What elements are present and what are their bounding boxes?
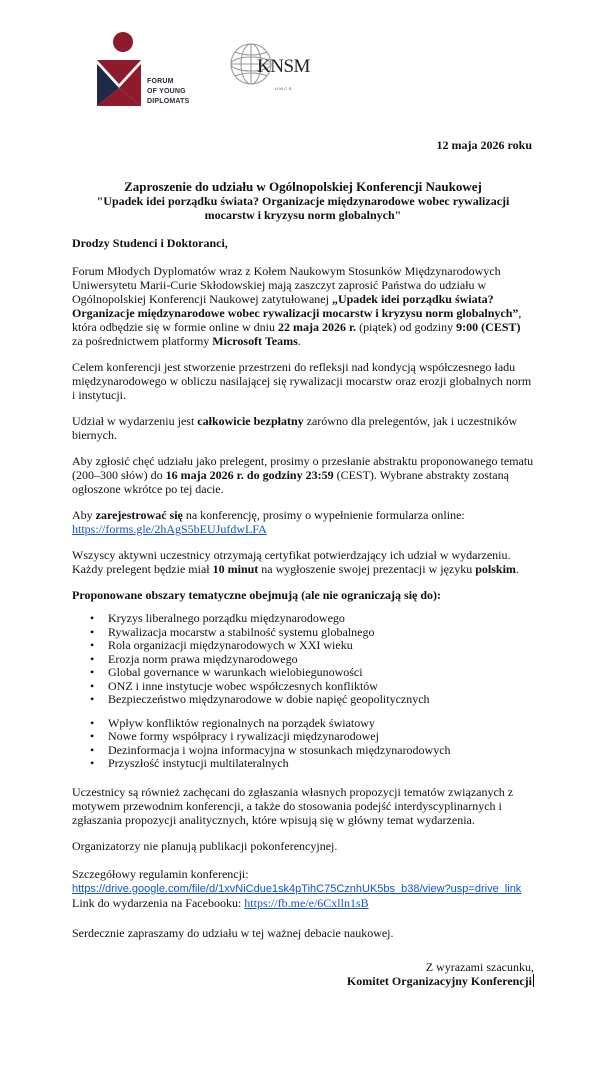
language-bold: polskim bbox=[475, 562, 516, 576]
letter-body bbox=[72, 236, 534, 988]
register-text: Aby bbox=[72, 508, 96, 522]
document-title bbox=[72, 180, 534, 222]
signature-text: Komitet Organizacyjny Konferencji bbox=[346, 973, 532, 988]
paragraph-intro bbox=[72, 264, 534, 348]
topics-heading: Proponowane obszary tematyczne obejmują (ale nie ograniczają się do): bbox=[72, 588, 442, 602]
signature bbox=[72, 974, 534, 988]
paragraph-invitation: Serdecznie zapraszamy do udziału w tej ważnej debacie naukowej. bbox=[72, 925, 394, 940]
paragraph-abstract bbox=[72, 454, 534, 496]
paragraph-register bbox=[72, 508, 534, 536]
list-item: • Przyszłość instytucji multilateralnych bbox=[108, 757, 534, 771]
closing bbox=[72, 960, 534, 988]
list-item: • Global governance w warunkach wielobiegunowości bbox=[108, 666, 534, 680]
greeting: Drodzy Studenci i Doktoranci, bbox=[72, 236, 228, 250]
paragraph-proposals: Uczestnicy są również zachęcani do zgłaszania własnych propozycji tematów związanych z motywem przewodnim konferencji, a także do stosowania podejść interdyscyplinarnych i zgłaszania propozycji analitycznych, które wpisują się w główny temat wydarzenia. bbox=[72, 784, 514, 827]
abstract-text: Aby zgłosić chęć udziału jako prelegent, prosimy o przesłanie abstraktu proponowanego tematu (200–300 słów) do bbox=[72, 454, 534, 482]
regulations-label: Szczegółowy regulamin konferencji: bbox=[72, 866, 249, 881]
certificate-text-2: na wygłoszenie swojej prezentacji w języku bbox=[258, 562, 476, 576]
closing-line: Z wyrazami szacunku, bbox=[425, 959, 534, 974]
abstract-text-2: (CEST). Wybrane abstrakty zostaną ogłoszone wkrótce po tej dacie. bbox=[72, 468, 509, 496]
paragraph-certificate bbox=[72, 548, 534, 576]
intro-text-3: (piątek) od godziny bbox=[356, 320, 457, 334]
conference-title-bold: „Upadek idei porządku świata? Organizacje międzynarodowe wobec rywalizacji mocarstw i kryzysu norm globalnych” bbox=[72, 292, 519, 320]
free-bold: całkowicie bezpłatny bbox=[197, 414, 304, 428]
topics-list-1 bbox=[72, 612, 534, 707]
logos bbox=[95, 30, 355, 110]
registration-form-link[interactable]: https://forms.gle/2hAgS5bEUJufdwLFA bbox=[72, 522, 267, 536]
list-item: • Rywalizacja mocarstw a stabilność systemu globalnego bbox=[108, 626, 534, 640]
register-bold: zarejestrować się bbox=[95, 508, 183, 522]
conference-time-bold: 9:00 (CEST) bbox=[456, 320, 521, 334]
knsm-logo-subtext: UMCS bbox=[275, 86, 293, 91]
title-line-1: Zaproszenie do udziału w Ogólnopolskiej Konferencji Naukowej bbox=[124, 179, 482, 194]
free-text: Udział w wydarzeniu jest bbox=[72, 414, 198, 428]
list-item: • ONZ i inne instytucje wobec współczesnych konfliktów bbox=[108, 680, 534, 694]
certificate-text: Wszyscy aktywni uczestnicy otrzymają certyfikat potwierdzający ich udział w wydarzeniu. Każdy prelegent będzie miał bbox=[72, 548, 511, 576]
intro-text-4: za pośrednictwem platformy bbox=[72, 334, 213, 348]
list-item: • Bezpieczeństwo międzynarodowe w dobie napięć geopolitycznych bbox=[108, 693, 534, 707]
knsm-logo-text: KNSM bbox=[257, 56, 310, 77]
list-item: • Wpływ konfliktów regionalnych na porządek światowy bbox=[108, 717, 534, 731]
facebook-event-link[interactable]: https://fb.me/e/6Cxlln1sB bbox=[244, 895, 369, 910]
certificate-text-3: . bbox=[515, 562, 519, 576]
list-item: • Kryzys liberalnego porządku międzynarodowego bbox=[108, 612, 534, 626]
register-text-2: na konferencję, prosimy o wypełnienie formularza online: bbox=[182, 508, 465, 522]
regulations-link[interactable]: https://drive.google.com/file/d/1xvNiCdue1sk4pTihC75CznhUK5bs_b38/view?usp=drive_link bbox=[72, 882, 522, 895]
intro-text-2: , która odbędzie się w formie online w dniu bbox=[72, 306, 522, 334]
free-text-2: zarówno dla prelegentów, jak i uczestników biernych. bbox=[72, 414, 518, 442]
list-item: • Nowe formy współpracy i rywalizacji międzynarodowej bbox=[108, 730, 534, 744]
list-item: • Rola organizacji międzynarodowych w XXI wieku bbox=[108, 639, 534, 653]
paragraph-goal: Celem konferencji jest stworzenie przestrzeni do refleksji nad kondycją współczesnego ładu międzynarodowego w obliczu nasilającej się rywalizacji mocarstw oraz erozji globalnych norm i instytucji. bbox=[72, 360, 532, 402]
abstract-deadline-bold: 16 maja 2026 r. do godziny 23:59 bbox=[165, 468, 334, 482]
talk-duration-bold: 10 minut bbox=[212, 562, 259, 576]
paragraph-free bbox=[72, 414, 534, 442]
facebook-label: Link do wydarzenia na Facebooku: bbox=[72, 895, 245, 910]
text-cursor bbox=[533, 974, 534, 987]
paragraph-links bbox=[72, 867, 534, 910]
platform-bold: Microsoft Teams bbox=[212, 334, 298, 348]
forum-of-young-diplomats-logo bbox=[95, 30, 143, 106]
paragraph-publication: Organizatorzy nie planują publikacji pokonferencyjnej. bbox=[72, 838, 338, 853]
fyd-logo-text: FORUM OF YOUNG DIPLOMATS bbox=[147, 78, 190, 105]
list-item: • Erozja norm prawa międzynarodowego bbox=[108, 653, 534, 667]
intro-text: Forum Młodych Dyplomatów wraz z Kołem Naukowym Stosunków Międzynarodowych Uniwersytetu Marii-Curie Skłodowskiej mają zaszczyt zaprosić Państwa do udziału w Ogólnopolskiej Konferencji Naukowej zatytułowanej bbox=[72, 264, 501, 306]
document-date: 12 maja 2026 roku bbox=[436, 138, 532, 152]
list-item: • Dezinformacja i wojna informacyjna w stosunkach międzynarodowych bbox=[108, 744, 534, 758]
topics-list-2 bbox=[72, 717, 534, 771]
conference-date-bold: 22 maja 2026 r. bbox=[277, 320, 357, 334]
title-line-2: "Upadek idei porządku świata? Organizacje międzynarodowe wobec rywalizacji mocarstw i kryzysu norm globalnych" bbox=[96, 194, 510, 222]
intro-text-5: . bbox=[297, 334, 301, 348]
